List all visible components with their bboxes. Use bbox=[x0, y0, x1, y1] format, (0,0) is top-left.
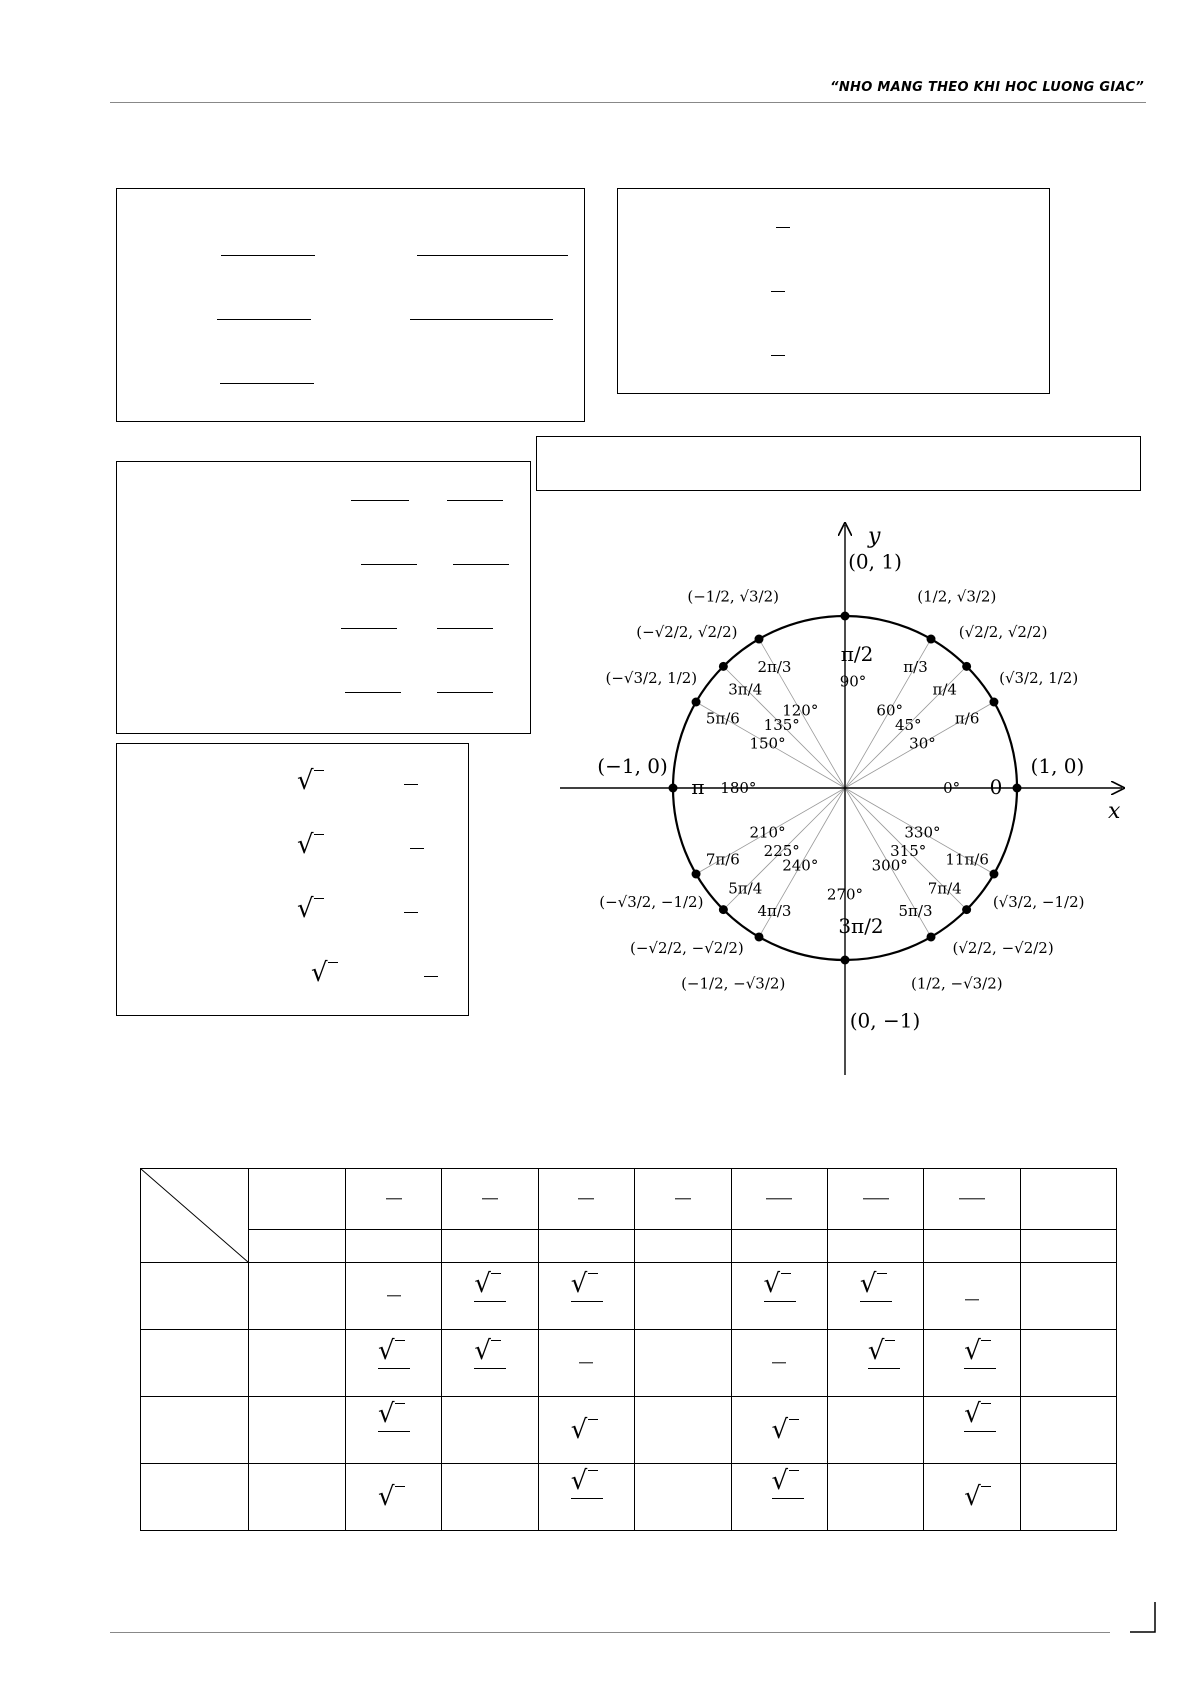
banner-box bbox=[536, 436, 1141, 491]
table-cell: √ bbox=[538, 1263, 634, 1330]
page-corner-mark bbox=[1128, 1600, 1158, 1634]
table-cell: √ bbox=[827, 1263, 923, 1330]
fraction-bar bbox=[404, 912, 418, 913]
table-cell: √ bbox=[924, 1330, 1020, 1397]
degree-label: 0° bbox=[943, 779, 961, 797]
table-cell: √ bbox=[827, 1330, 923, 1397]
radian-label: 7π/6 bbox=[705, 850, 740, 869]
radian-label: π/2 bbox=[840, 641, 874, 666]
fraction-bar bbox=[447, 500, 503, 501]
degree-label: 120° bbox=[782, 701, 819, 720]
table-cell bbox=[538, 1169, 634, 1230]
table-cell bbox=[827, 1397, 923, 1464]
fraction-bar bbox=[345, 692, 401, 693]
radian-label: 2π/3 bbox=[757, 657, 792, 676]
radian-label: 3π/2 bbox=[838, 914, 884, 939]
degree-label: 315° bbox=[890, 842, 927, 861]
table-cell bbox=[635, 1263, 731, 1330]
table-cell bbox=[924, 1263, 1020, 1330]
table-cell bbox=[827, 1169, 923, 1230]
degree-label: 150° bbox=[749, 734, 786, 753]
table-cell bbox=[141, 1330, 249, 1397]
fraction-bar bbox=[221, 255, 315, 256]
table-cell bbox=[635, 1330, 731, 1397]
table-cell bbox=[635, 1169, 731, 1230]
fraction-bar bbox=[771, 291, 785, 292]
fraction-bar bbox=[351, 500, 409, 501]
formula-box-4 bbox=[116, 743, 469, 1016]
header-title: “NHO MANG THEO KHI HOC LUONG GIAC” bbox=[830, 80, 1144, 95]
radian-label: π bbox=[691, 775, 705, 799]
circle-point bbox=[1013, 784, 1022, 793]
coordinate-label: (0, −1) bbox=[849, 1008, 921, 1033]
fraction-bar bbox=[220, 383, 314, 384]
diagonal-divider bbox=[141, 1169, 248, 1262]
coordinate-label: (√3/2, −1/2) bbox=[992, 892, 1085, 911]
radian-label: 11π/6 bbox=[945, 850, 989, 869]
degree-label: 225° bbox=[763, 842, 800, 861]
table-cell bbox=[924, 1169, 1020, 1230]
table-cell bbox=[538, 1230, 634, 1263]
fraction-bar bbox=[424, 976, 438, 977]
coordinate-label: (0, 1) bbox=[848, 549, 902, 574]
circle-point bbox=[755, 635, 764, 644]
coordinate-label: (1/2, √3/2) bbox=[917, 587, 997, 606]
table-cell bbox=[731, 1169, 827, 1230]
table-cell bbox=[249, 1397, 346, 1464]
radian-label: π/3 bbox=[903, 657, 928, 676]
circle-point bbox=[989, 698, 998, 707]
header-rule bbox=[110, 102, 1146, 103]
table-cell bbox=[249, 1169, 346, 1230]
table-cell bbox=[731, 1330, 827, 1397]
table-cell bbox=[1020, 1263, 1116, 1330]
table-corner-cell bbox=[141, 1169, 249, 1263]
radical-sign: √ bbox=[297, 766, 314, 796]
formula-box-2 bbox=[617, 188, 1050, 394]
radian-label: 5π/3 bbox=[898, 902, 933, 921]
unit-circle-diagram bbox=[550, 515, 1130, 1080]
degree-label: 210° bbox=[749, 823, 786, 842]
radian-label: 3π/4 bbox=[728, 680, 763, 699]
table-cell: √ bbox=[924, 1464, 1020, 1531]
table-cell bbox=[346, 1169, 442, 1230]
table-cell bbox=[635, 1397, 731, 1464]
table-cell bbox=[635, 1464, 731, 1531]
radian-label: 5π/6 bbox=[705, 709, 740, 728]
table-cell: √ bbox=[731, 1263, 827, 1330]
table-cell bbox=[346, 1263, 442, 1330]
table-cell bbox=[538, 1330, 634, 1397]
fraction-bar bbox=[217, 319, 311, 320]
table-cell bbox=[1020, 1397, 1116, 1464]
radian-label: π/6 bbox=[954, 709, 980, 728]
footer-rule bbox=[110, 1632, 1110, 1633]
table-cell bbox=[249, 1230, 346, 1263]
coordinate-label: (1/2, −√3/2) bbox=[910, 974, 1003, 993]
degree-label: 90° bbox=[839, 672, 867, 691]
table-cell bbox=[141, 1397, 249, 1464]
table-cell: √ bbox=[731, 1397, 827, 1464]
table-cell: √ bbox=[346, 1330, 442, 1397]
circle-point bbox=[841, 612, 850, 621]
table-cell bbox=[635, 1230, 731, 1263]
circle-point bbox=[927, 635, 936, 644]
degree-label: 60° bbox=[876, 701, 904, 720]
table-cell: √ bbox=[538, 1397, 634, 1464]
fraction-bar bbox=[437, 692, 493, 693]
table-cell bbox=[731, 1230, 827, 1263]
circle-point bbox=[841, 956, 850, 965]
radian-label: 4π/3 bbox=[757, 902, 792, 921]
coordinate-label: (−√2/2, −√2/2) bbox=[630, 939, 744, 958]
degree-label: 30° bbox=[909, 734, 936, 753]
fraction-bar bbox=[361, 564, 417, 565]
fraction-bar bbox=[776, 227, 790, 228]
table-cell bbox=[827, 1230, 923, 1263]
y-axis-label: y bbox=[868, 524, 881, 549]
coordinate-label: (−√2/2, √2/2) bbox=[636, 622, 738, 641]
circle-point bbox=[719, 905, 728, 914]
table-cell: √ bbox=[442, 1330, 538, 1397]
circle-point bbox=[927, 932, 936, 941]
coordinate-label: (−√3/2, −1/2) bbox=[599, 892, 704, 911]
coordinate-label: (−1, 0) bbox=[597, 754, 668, 778]
degree-label: 240° bbox=[782, 856, 819, 875]
degree-label: 180° bbox=[720, 779, 757, 797]
x-axis-label: x bbox=[1108, 799, 1121, 824]
table-cell: √ bbox=[924, 1397, 1020, 1464]
table-cell bbox=[827, 1464, 923, 1531]
table-cell bbox=[1020, 1464, 1116, 1531]
fraction-bar bbox=[410, 848, 424, 849]
fraction-bar bbox=[404, 784, 418, 785]
table-cell bbox=[141, 1263, 249, 1330]
formula-box-1 bbox=[116, 188, 585, 422]
table-cell bbox=[346, 1230, 442, 1263]
degree-label: 300° bbox=[871, 856, 908, 875]
fraction-bar bbox=[453, 564, 509, 565]
circle-point bbox=[719, 662, 728, 671]
radian-label: 0 bbox=[989, 775, 1003, 799]
radian-label: π/4 bbox=[932, 680, 957, 699]
table-cell bbox=[249, 1464, 346, 1531]
coordinate-label: (√2/2, −√2/2) bbox=[952, 939, 1054, 958]
table-cell bbox=[442, 1230, 538, 1263]
table-cell bbox=[1020, 1330, 1116, 1397]
degree-label: 330° bbox=[904, 823, 941, 842]
table-cell: √ bbox=[346, 1397, 442, 1464]
radian-label: 7π/4 bbox=[927, 879, 962, 898]
table-cell: √ bbox=[442, 1263, 538, 1330]
table-cell: √ bbox=[346, 1464, 442, 1531]
fraction-bar bbox=[341, 628, 397, 629]
trig-values-table bbox=[140, 1168, 1117, 1531]
coordinate-label: (1, 0) bbox=[1030, 754, 1085, 778]
circle-point bbox=[962, 662, 971, 671]
radical-sign: √ bbox=[311, 958, 328, 988]
table-cell: √ bbox=[538, 1464, 634, 1531]
coordinate-label: (−1/2, √3/2) bbox=[687, 587, 780, 606]
degree-label: 45° bbox=[894, 715, 922, 734]
table-cell bbox=[1020, 1169, 1116, 1230]
table-cell bbox=[249, 1330, 346, 1397]
coordinate-label: (−√3/2, 1/2) bbox=[605, 669, 698, 688]
radical-sign: √ bbox=[297, 830, 314, 860]
radical-sign: √ bbox=[297, 894, 314, 924]
degree-label: 270° bbox=[826, 885, 864, 904]
formula-box-3 bbox=[116, 461, 531, 734]
coordinate-label: (√3/2, 1/2) bbox=[999, 669, 1079, 688]
circle-point bbox=[755, 932, 764, 941]
circle-point bbox=[692, 870, 701, 879]
degree-label: 135° bbox=[763, 715, 800, 734]
fraction-bar bbox=[410, 319, 553, 320]
table-cell bbox=[249, 1263, 346, 1330]
fraction-bar bbox=[437, 628, 493, 629]
fraction-bar bbox=[771, 355, 785, 356]
table-cell bbox=[924, 1230, 1020, 1263]
table-cell bbox=[1020, 1230, 1116, 1263]
circle-point bbox=[669, 784, 678, 793]
circle-point bbox=[692, 698, 701, 707]
table-cell bbox=[442, 1464, 538, 1531]
coordinate-label: (−1/2, −√3/2) bbox=[681, 974, 786, 993]
fraction-bar bbox=[417, 255, 568, 256]
coordinate-label: (√2/2, √2/2) bbox=[958, 622, 1048, 641]
circle-points bbox=[597, 550, 1084, 1033]
table-cell: √ bbox=[731, 1464, 827, 1531]
circle-point bbox=[962, 905, 971, 914]
radian-label: 5π/4 bbox=[728, 879, 763, 898]
table-cell bbox=[442, 1397, 538, 1464]
circle-point bbox=[989, 870, 998, 879]
table-cell bbox=[442, 1169, 538, 1230]
table-cell bbox=[141, 1464, 249, 1531]
